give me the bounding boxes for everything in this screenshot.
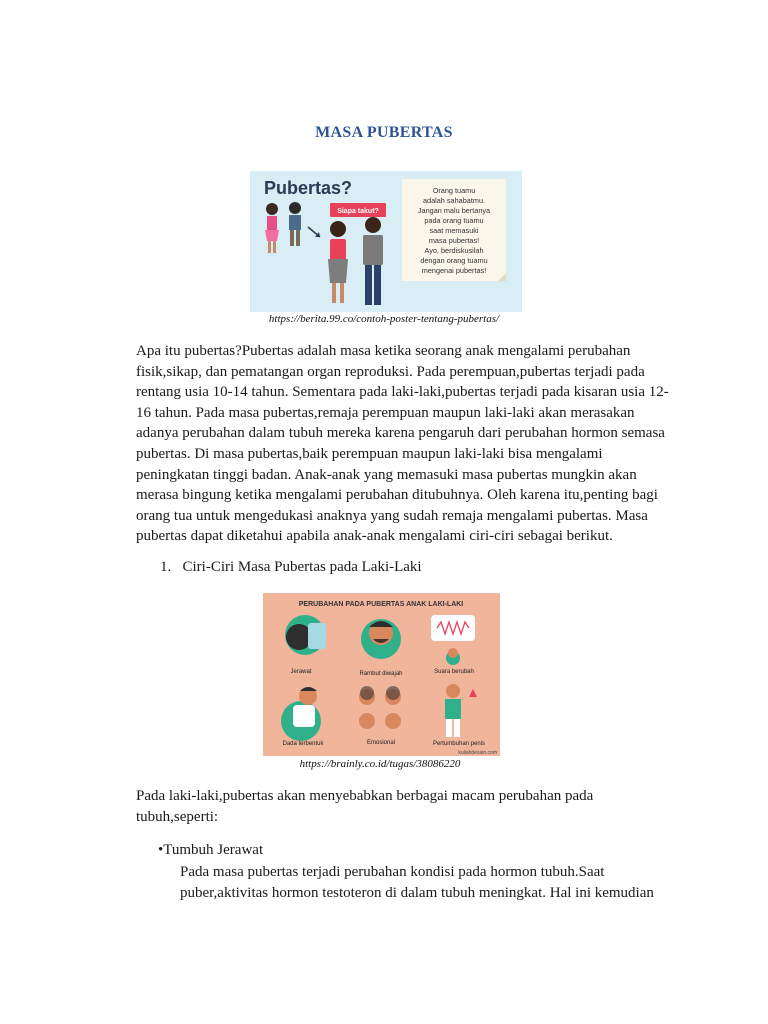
text-line: Apa itu pubertas?Pubertas adalah masa ketika seorang anak mengalami perubahan [136,343,631,359]
paragraph-2 [136,786,676,827]
changes-heading: PERUBAHAN PADA PUBERTAS ANAK LAKI-LAKI [298,601,464,608]
text-line: merasa bingung ketika mengalami perubahan ditubuhnya. Oleh karena itu,penting bagi [136,487,658,504]
puberty-changes-image [263,593,500,756]
text-line: Pada laki-laki,pubertas akan menyebabkan berbagai macam perubahan pada [136,788,594,804]
note-line: pada orang tuamu [424,216,484,225]
poster-heading: Pubertas? [264,178,353,198]
label: Emosional [366,740,396,746]
changes-illustration [263,593,500,756]
note-line: saat memasuki [429,226,479,235]
note-line: adalah sahabatmu. [422,196,486,205]
bullet-item-1: •Tumbuh Jerawat [158,842,264,858]
page-title: MASA PUBERTAS [315,124,453,141]
text-line: puber,aktivitas hormon testoteron di dalam tubuh meningkat. Hal ini kemudian [180,884,654,901]
text-line: peningkatan tinggi badan. Anak-anak yang memasuki masa pubertas mungkin akan [136,466,637,483]
puberty-poster-image [250,171,522,312]
label: Suara berubah [434,669,474,675]
note-line: dengan orang tuamu [420,256,488,265]
text-line: pubertas dapat diketahui apabila anak-anak mengalami ciri-ciri sebagai berikut. [136,528,613,545]
label: Pertumbuhan penis [432,741,486,747]
note-line: mengenai pubertas! [421,266,487,275]
bullet-1-description [180,862,680,903]
label: Rambut diwajah [359,671,403,677]
watermark: kuliahdesain.com [458,750,497,756]
text-line: pubertas. Di masa pubertas,baik perempuan maupun laki-laki bisa mengalami [136,445,603,462]
text-line: 16 tahun. Pada masa pubertas,remaja perempuan maupun laki-laki akan merasakan [136,404,635,421]
intro-paragraph [136,341,676,547]
label: Dada terbentuk [282,741,324,747]
text-line: rentang usia 10-14 tahun. Sementara pada laki-laki,pubertas terjadi pada kisaran usia 12- [136,384,669,401]
note-line: Ayo, berdiskusilah [424,246,484,255]
label: Jerawat [290,669,312,675]
list-item-1: 1. Ciri-Ciri Masa Pubertas pada Laki-Laki [160,559,422,575]
figure2-caption: https://brainly.co.id/tugas/38086220 [299,758,461,770]
text-line: orang tua untuk mengedukasi anaknya yang sudah remaja mengalami pubertas. Masa [136,507,648,524]
text-line: fisik,sikap, dan pematangan organ reproduksi. Pada perempuan,pubertas terjadi pada [136,363,645,380]
text-line: tubuh,seperti: [136,808,219,825]
note-line: Jangan malu bertanya [417,206,491,215]
poster-badge: Siapa takut? [337,208,379,215]
figure1-caption: https://berita.99.co/contoh-poster-tentang-pubertas/ [268,313,500,325]
poster-illustration [250,171,522,312]
facial-hair-icon [361,619,401,659]
text-line: adanya perubahan dalam tubuh mereka karena pengaruh dari perubahan hormon semasa [136,425,665,442]
note-line: Orang tuamu [432,186,476,195]
text-line: Pada masa pubertas terjadi perubahan kondisi pada hormon tubuh.Saat [180,864,605,880]
note-line: masa pubertas! [428,236,480,245]
